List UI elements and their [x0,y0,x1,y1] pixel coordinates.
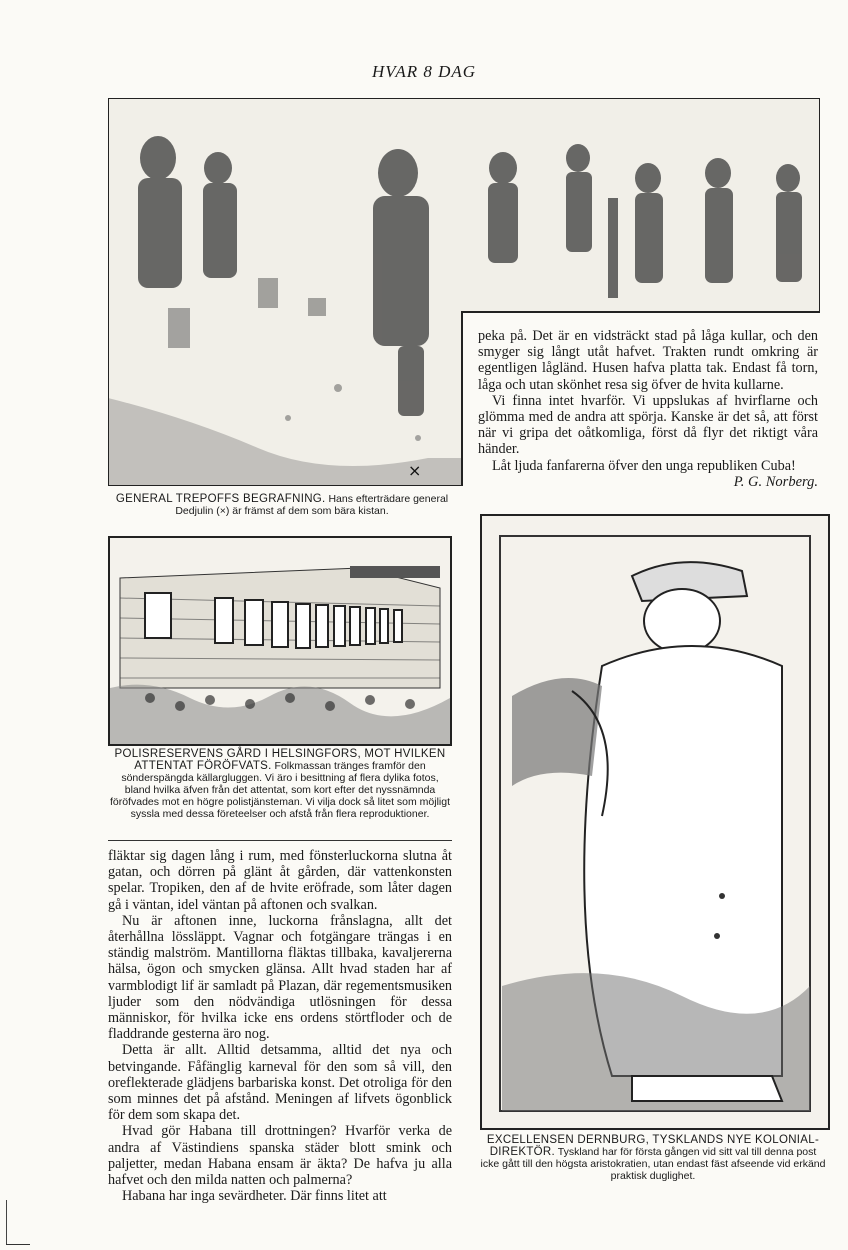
funeral-caption-rest: Hans efterträdare general Dedjulin (×) är främst af dem som bära kistan. [175,493,449,517]
left-margin-line [6,1200,7,1244]
police-caption [108,748,452,820]
left-article-text [108,848,452,1204]
police-building-image [110,538,450,744]
left-paragraph-1: fläktar sig dagen lång i rum, med fönsterluckorna slutna åt gatan, och dörren på glänt åt gården, där vattenkonsten spelar. Tropiken, den af de hvite eröfrade, som låter dagen gå i väntan, idel väntan på aftonen och svalkan. [108,848,452,913]
right-paragraph-2: Vi finna intet hvarför. Vi uppslukas af hvirflarne och glömma med de andra att spörja. Kanske är det så, att först när vi gripa det oåtkomliga, först då flyr det riktigt våra händer. [478,392,818,458]
police-caption-rest: Folkmassan tränges framför den sönderspängda källargluggen. Vi äro i besittning af flera dylika fotos, bland hvilka äfven från det attentat, som kort efter det nyssnämnda föröfvades mot en högre polistjänsteman. Vi vilja dock så litet som möjligt syssla med dessa företeelser och afstå från flera reproduktioner. [109,760,451,820]
caption-divider [108,840,452,841]
left-paragraph-4: Hvad gör Habana till drottningen? Hvarför verka de andra af Västindiens spanska städer blott smink och paljetter, medan Habana ensam är äkta? De hafva ju alla hafvet och den milda natten och palmerna? [108,1123,452,1189]
page-header: HVAR 8 DAG [371,62,477,81]
marker-x: × [408,461,422,480]
funeral-caption-lead: GENERAL TREPOFFS BEGRAFNING. [115,493,326,505]
portrait-caption-rest: Tyskland har för första gången vid sitt val till denna post icke gått till den högsta aristokratien, utan endast fäst afseende vid erkänd praktisk duglighet. [480,1146,826,1182]
right-paragraph-1: peka på. Det är en vidsträckt stad på låga kullar, och den smyger sig långt utåt hafvet. Trakten rundt omkring är egentligen lågländ. Husen hafva platta tak. Endast få torn, låga och utan skönhet resa sig öfver de hvita kullarne. [478,328,818,393]
bottom-margin-line [6,1244,30,1245]
right-paragraph-3: Låt ljuda fanfarerna öfver den unga republiken Cuba! [492,457,796,474]
police-building-photo [108,536,452,746]
left-paragraph-2: Nu är aftonen inne, luckorna frånslagna, allt det återhållna lössläppt. Vagnar och fotgängare trängas i en ständig malström. Mantillorna fläktas tillbaka, kavaljererna hälsa, ögon och smycken glänsa. Allt hvad staden har af varmblodigt lif är samladt på Plazan, där regementsmusiken ljuder som den nödvändiga utlösningen för dessa människor, för hvilka icke ens ordens störtfloder och de fladdrande gesterna äro nog. [108,912,452,1043]
author-signature: P. G. Norberg. [733,473,818,490]
left-paragraph-5: Habana har inga sevärdheter. Där finns litet att [122,1188,387,1205]
portrait-photo [480,514,830,1130]
police-caption-lead: POLISRESERVENS GÅRD I HELSINGFORS, MOT HVILKEN ATTENTAT FÖRÖFVATS. [114,748,446,772]
right-article-text [478,328,818,490]
portrait-caption-lead: EXCELLENSEN DERNBURG, TYSKLANDS NYE KOLONIAL-DIREKTÖR. [486,1134,820,1158]
left-paragraph-3: Detta är allt. Alltid detsamma, alltid det nya och betvingande. Fåfänglig karneval för den som så vill, den oreflekterade glädjens barbariska konst. Det otroliga för den som minnes det på afstånd. Meningen af lifvets ögonblick för dem som skapa det. [108,1042,452,1124]
portrait-caption [480,1134,826,1182]
portrait-image [482,516,828,1128]
funeral-caption [108,493,456,517]
